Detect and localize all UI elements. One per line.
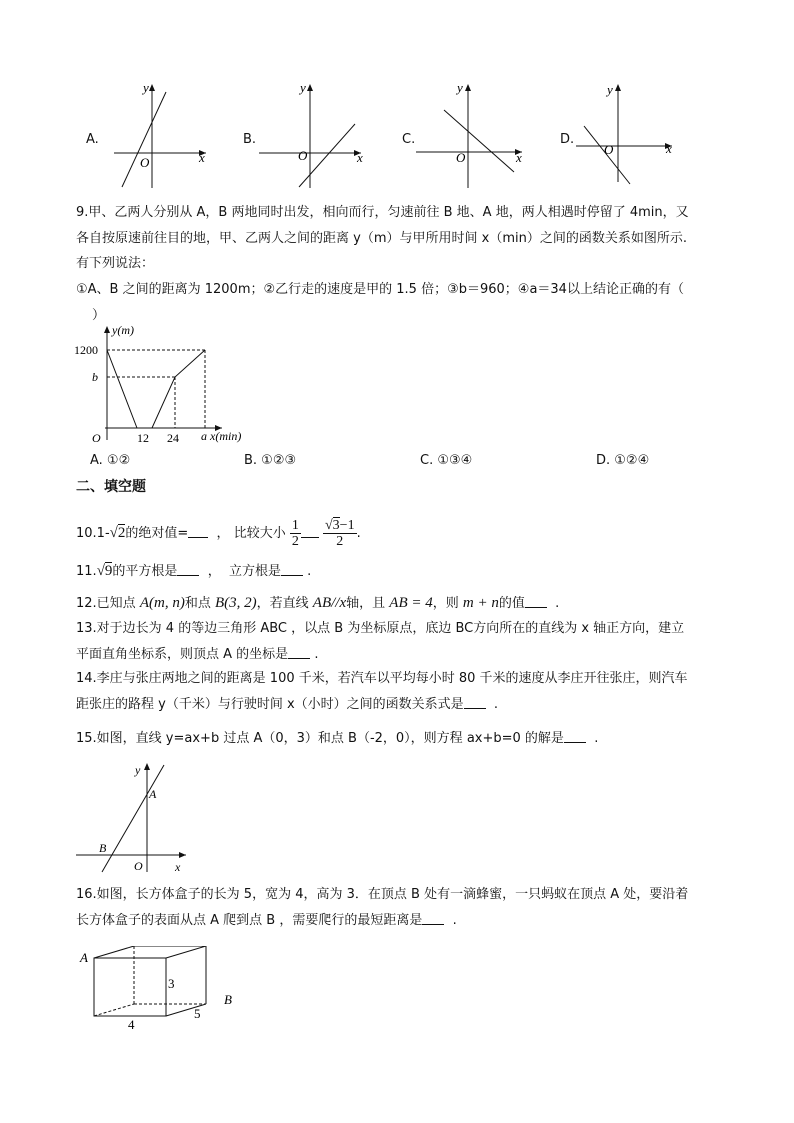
q12-text4: 的值: [498, 596, 525, 611]
axis-x-label: x: [516, 150, 522, 165]
axis-x-label: x: [199, 150, 205, 165]
tick-1200: 1200: [74, 343, 98, 357]
axis-y-label: y: [457, 80, 463, 95]
coordinate-graph-d: [560, 80, 700, 192]
q12-text2: 轴，且: [346, 596, 386, 611]
q15-line1: [76, 730, 598, 748]
axis-x-label: x(min): [210, 429, 242, 443]
q12-point-b: B(3, 2): [214, 595, 257, 611]
origin-label: O: [140, 155, 150, 170]
vertex-a-label: A: [80, 950, 88, 965]
q12-end: .: [555, 596, 560, 611]
q11-text2: 立方根是: [228, 564, 281, 579]
axis-x-label: x: [666, 141, 672, 156]
coordinate-graph-c: [402, 80, 542, 192]
q10-compare: 比较大小: [233, 526, 286, 541]
q15-line1-text: 15.如图，直线 y=ax+b 过点 A（0，3）和点 B（-2，0），则方程 ax+b=0 的解是: [76, 731, 564, 746]
q13-end: .: [314, 647, 319, 662]
q12-text3: ，则: [432, 596, 459, 611]
q10-text: 的绝对值=: [125, 526, 189, 541]
q12-prefix: 12.已知点: [76, 596, 136, 611]
q14-end: .: [493, 697, 499, 712]
q8-option-b: [243, 80, 383, 192]
q11-prefix: 11.: [76, 564, 97, 579]
q10: 10.1-√2的绝对值= ， 比较大小 $\frac{1}{2}$ $\frac{√3-1}{2}$ .: [76, 518, 361, 549]
axis-x-label: x: [357, 150, 363, 165]
option-label: A.: [86, 132, 99, 147]
coordinate-graph-b: [243, 80, 383, 192]
q9-distance-graph: [70, 322, 260, 446]
tick-24: 24: [167, 431, 179, 445]
q10-frac1-den: 2: [291, 534, 299, 549]
length-label: 5: [194, 1006, 201, 1021]
axis-x-label: x: [175, 860, 181, 874]
q16-box-figure: [76, 946, 246, 1036]
axis-y-label: y: [300, 80, 306, 95]
q12-ab-length: AB = 4: [389, 595, 433, 611]
option-label: B.: [243, 132, 257, 147]
axis-y-label: y(m): [112, 323, 134, 337]
tick-a: a: [201, 429, 207, 443]
axis-y-label: y: [607, 82, 613, 97]
tick-12: 12: [137, 431, 149, 445]
q13-line2-text: 平面直角坐标系，则顶点 A 的坐标是: [76, 647, 289, 662]
q16-line1: 16.如图，长方体盒子的长为 5，宽为 4，高为 3．在顶点 B 处有一滴蜂蜜，一只蚂蚁在顶点 A 处，要沿着: [76, 887, 689, 902]
q9-option-d: D. ①②④: [596, 453, 650, 468]
q9-option-b: B. ①②③: [244, 453, 297, 468]
q11-text1: 的平方根是: [112, 564, 178, 579]
section-title: 二、填空题: [76, 479, 146, 495]
origin-label: O: [134, 859, 143, 873]
origin-label: O: [92, 431, 101, 445]
q10-end: .: [356, 526, 361, 541]
q9-line2: 各自按原速前往目的地，甲、乙两人之间的距离 y（m）与甲所用时间 x（min）之间的函数关系如图所示.: [76, 231, 687, 246]
q10-frac2-den: 2: [336, 534, 344, 549]
q10-prefix: 10.1-: [76, 526, 110, 541]
point-b-label: B: [99, 841, 107, 855]
q15-end: .: [594, 731, 599, 746]
q12-text1: ，若直线: [256, 596, 309, 611]
q11-sqrt-value: 9: [104, 563, 113, 579]
height-label: 3: [168, 976, 175, 991]
option-label: D.: [560, 132, 575, 147]
q13-line1: 13.对于边长为 4 的等边三角形 ABC ，以点 B 为坐标原点，底边 BC方向所在的直线为 x 轴正方向，建立: [76, 621, 685, 636]
origin-label: O: [298, 148, 308, 163]
q8-option-a: [86, 80, 226, 192]
coordinate-graph-a: [86, 80, 226, 192]
q12-m-plus-n: m + n: [462, 595, 499, 611]
q12-and: 和点: [184, 596, 211, 611]
origin-label: O: [604, 142, 614, 157]
q12-point-a: A(m, n): [139, 595, 185, 611]
q10-sqrt-value: 2: [117, 525, 126, 541]
q12: [76, 594, 559, 613]
q13-line2: [76, 646, 318, 664]
q9-line3: 有下列说法：: [76, 256, 155, 271]
q16-line2-text: 长方体盒子的表面从点 A 爬到点 B ，需要爬行的最短距离是: [76, 913, 423, 928]
axis-y-label: y: [135, 763, 141, 777]
q8-option-c: [402, 80, 542, 192]
q9-line1: 9.甲、乙两人分别从 A，B 两地同时出发，相向而行，匀速前往 B 地、A 地，两人相遇时停留了 4min，又: [76, 205, 689, 220]
q10-frac1-num: 1: [291, 518, 299, 533]
q11: 11.√9的平方根是 ， 立方根是 .: [76, 563, 312, 579]
q9-option-a: A. ①②: [90, 453, 131, 468]
q8-option-d: [560, 80, 700, 192]
q14-line1: 14.李庄与张庄两地之间的距离是 100 千米，若汽车以平均每小时 80 千米的速度从李庄开往张庄，则汽车: [76, 671, 688, 686]
vertex-b-label: B: [224, 992, 232, 1007]
q14-line2-text: 距张庄的路程 y（千米）与行驶时间 x（小时）之间的函数关系式是: [76, 697, 464, 712]
q16-line2: [76, 912, 457, 930]
origin-label: O: [456, 150, 466, 165]
q16-end: .: [452, 913, 457, 928]
tick-b: b: [92, 370, 98, 384]
width-label: 4: [128, 1017, 135, 1032]
q10-frac2-sqrt: 3: [332, 518, 340, 533]
option-label: C.: [402, 132, 416, 147]
q9-line5: ）: [92, 308, 106, 323]
q10-frac2-rest: −1: [339, 518, 355, 533]
q9-line4: ①A、B 之间的距离为 1200m；②乙行走的速度是甲的 1.5 倍；③b＝960；④a＝34以上结论正确的有（: [76, 282, 684, 297]
q11-end: .: [307, 564, 312, 579]
q12-ab-parallel: AB//x: [312, 595, 347, 611]
q9-option-c: C. ①③④: [420, 453, 473, 468]
q14-line2: [76, 696, 498, 714]
axis-y-label: y: [143, 80, 149, 95]
q15-line-graph: [72, 760, 192, 875]
point-a-label: A: [149, 787, 157, 801]
